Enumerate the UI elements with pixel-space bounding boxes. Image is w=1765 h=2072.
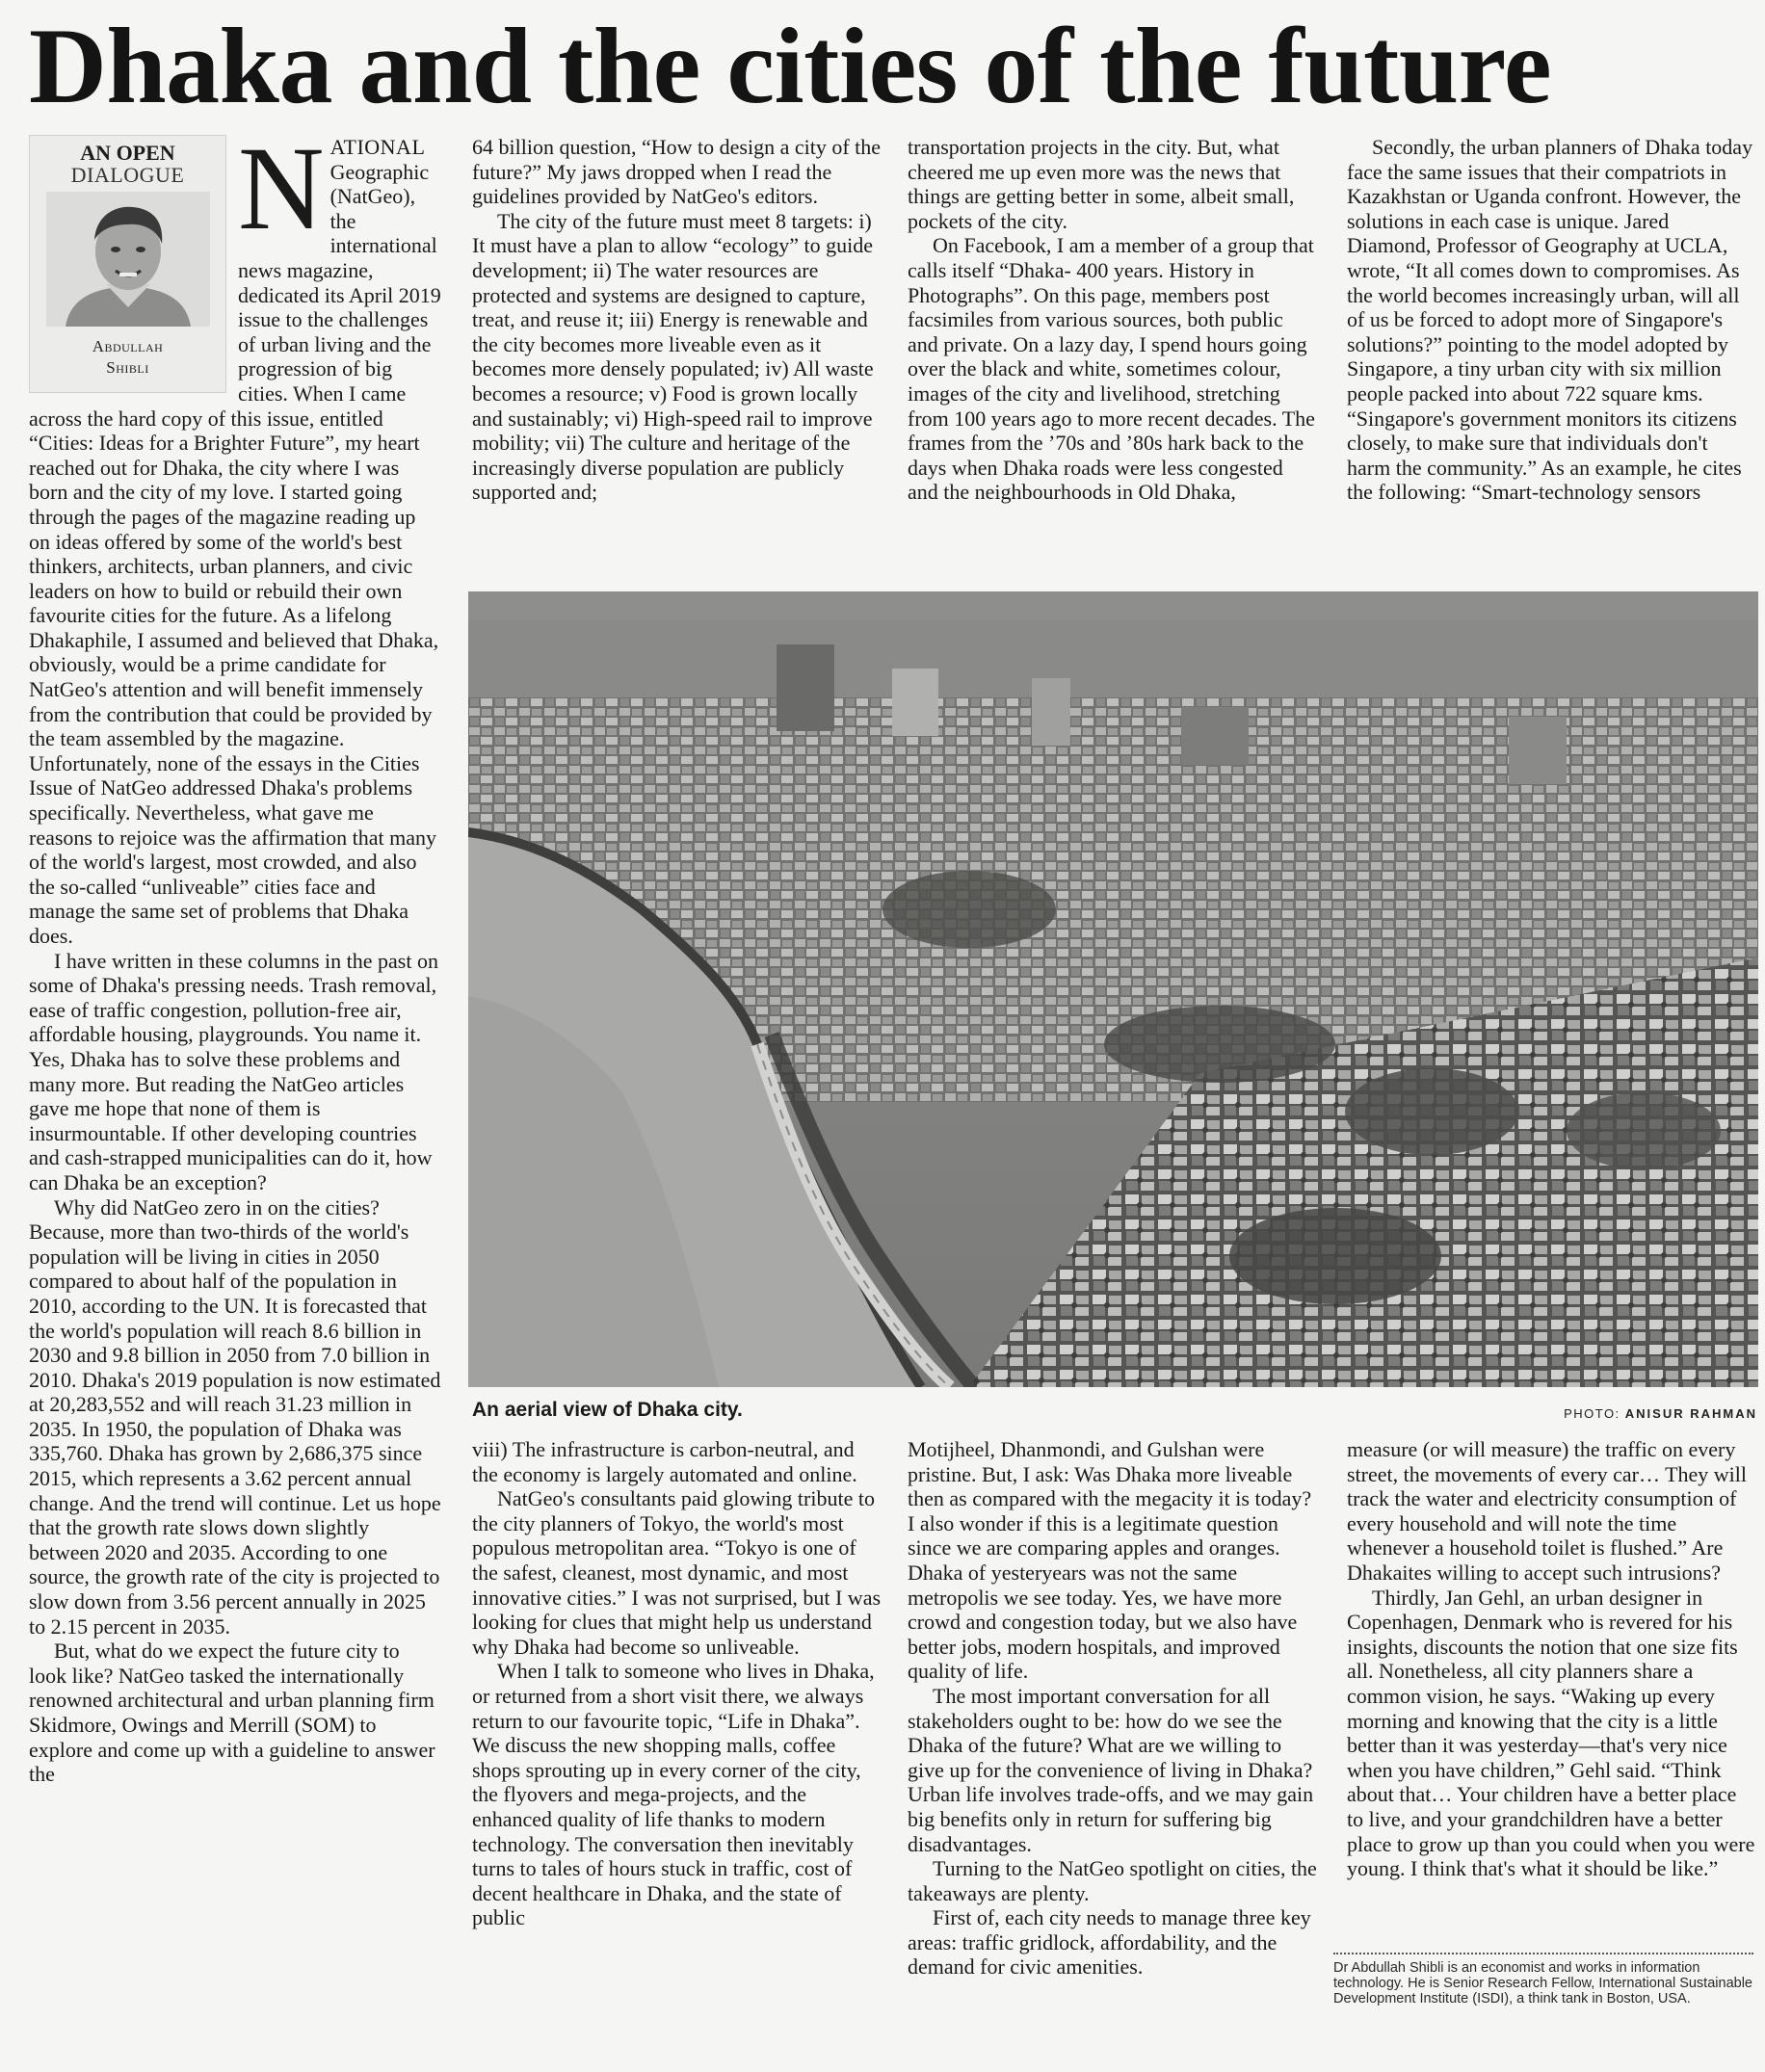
column-label-line1: AN OPEN [80, 141, 175, 165]
photo-credit-name: ANISUR RAHMAN [1624, 1406, 1757, 1421]
column-2-top [472, 135, 882, 573]
column-3-top [908, 135, 1317, 573]
paragraph: NatGeo's consultants paid glowing tribute to the city planners of Tokyo, the world's most populous metropolitan area. “Tokyo is one of the safest, cleanest, most dynamic, and most innovative cities.” I was not surprised, but I was looking for clues that might help us understand why Dhaka had become so unliveable. [472, 1486, 882, 1659]
author-name-line2: Shibli [106, 358, 149, 377]
paragraph: But, what do we expect the future city to look like? NatGeo tasked the internationally renowned architectural and urban planning firm Skidmore, Owings and Merrill (SOM) to explore and come up with a guideline to answer the [29, 1639, 435, 1787]
paragraph: I have written in these columns in the past on some of Dhaka's pressing needs. Trash removal, ease of traffic congestion, pollution-free air, affordable housing, playgrounds. You name it. Yes, Dhaka has to solve these problems and many more. But reading the NatGeo articles gave me hope that none of them is insurmountable. If other developing countries and cash-strapped municipalities can do it, how can Dhaka be an exception? [29, 948, 438, 1194]
paragraph: Why did NatGeo zero in on the cities? Because, more than two-thirds of the world's population will be living in cities in 2050 compared to about half of the population in 2010, according to the UN. It is forecasted that the world's population will reach 8.6 billion in 2030 and 9.8 billion in 2050 from 7.0 billion in 2010. Dhaka's 2019 population is now estimated at 20,283,552 and will reach 31.23 million in 2035. In 1950, the population of Dhaka was 335,760. Dhaka has grown by 2,686,375 since 2015, which represents a 3.62 percent annual change. And the trend will continue. Let us hope that the growth rate slows down slightly between 2020 and 2035. According to one source, the growth rate of the city is projected to slow down from 3.56 percent annually in 2025 to 2.15 percent in 2035. [29, 1194, 441, 1639]
drop-cap: N [238, 135, 325, 254]
column-4-bottom [1347, 1437, 1756, 1948]
paragraph: First of, each city needs to manage three key areas: traffic gridlock, affordability, and the demand for civic amenities. [908, 1905, 1311, 1980]
paragraph: The city of the future must meet 8 targets: i) It must have a plan to allow “ecology” to guide development; ii) The water resources are protected and systems are designed to capture, treat, and reuse it; iii) Energy is renewable and the city becomes more liveable even as it becomes more densely populated; iv) All waste becomes a resource; v) Food is grown locally and sustainably; vi) High-speed rail to improve mobility; vii) The culture and heritage of the increasingly diverse population are publicly supported and; [472, 208, 874, 505]
author-name [30, 336, 225, 379]
paragraph: Secondly, the urban planners of Dhaka today face the same issues that their compatriots in Kazakhstan or Uganda confront. However, the solutions in each case is unique. Jared Diamond, Professor of Geography at UCLA, wrote, “It all comes down to compromises. As the world becomes increasingly urban, will all of us be forced to adopt more of Singapore's solutions?” pointing to the model adopted by Singapore, a tiny urban city with six million people packed into about 722 square kms. “Singapore's government monitors its citizens closely, to make sure that individuals don't harm the community.” As an example, he cites the following: “Smart-technology sensors [1347, 135, 1753, 505]
paragraph: viii) The infrastructure is carbon-neutral, and the economy is largely automated and online. [472, 1437, 857, 1486]
aerial-city-illustration [468, 591, 1758, 1387]
paragraph: On Facebook, I am a member of a group that calls itself “Dhaka- 400 years. History in Photographs”. On this page, members post facsimiles from various sources, both public and private. On a lazy day, I spend hours going over the black and white, sometimes colour, images of the city and livelihood, stretching from 100 years ago to more recent decades. The frames from the ’70s and ’80s hark back to the days when Dhaka roads were less congested and the neighbourhoods in Old Dhaka, [908, 233, 1315, 505]
photo-caption: An aerial view of Dhaka city. [472, 1399, 743, 1421]
aerial-photo [468, 591, 1758, 1387]
paragraph: measure (or will measure) the traffic on every street, the movements of every car… They will track the water and electricity consumption of every household and will note the time whenever a household toilet is flushed.” Are Dhakaites willing to accept such intrusions? [1347, 1437, 1748, 1585]
lead-smallcaps: ATIONAL [329, 135, 426, 159]
column-3-bottom [908, 1437, 1317, 2068]
photo-credit-label: PHOTO: [1564, 1406, 1625, 1421]
lead-text: Geographic (NatGeo), the international news magazine, dedicated its April 2019 issue to the challenges of urban living and the progression of big cities. When I came across the hard copy of this issue, entitled “Cities: Ideas for a Brighter Future”, my heart reached out for Dhaka, the city where I was born and the city of my love. I started going through the pages of the magazine reading up on ideas offered by some of the world's best thinkers, architects, urban planners, and civic leaders on how to build or rebuild their own favourite cities for the future. As a lifelong Dhakaphile, I assumed and believed that Dhaka, obviously, would be a prime candidate for NatGeo's attention and will benefit immensely from the contribution that could be provided by the team assembled by the magazine. Unfortunately, none of the essays in the Cities Issue of NatGeo addressed Dhaka's problems specifically. Nevertheless, what gave me reasons to rejoice was the affirmation that many of the world's largest, most crowded, and also the so-called “unliveable” cities face and manage the same set of problems that Dhaka does. [29, 159, 441, 948]
paragraph: Thirdly, Jan Gehl, an urban designer in Copenhagen, Denmark who is revered for his insights, discounts the notion that one size fits all. Nonetheless, all city planners share a common vision, he says. “Waking up every morning and knowing that the city is a little better than it was yesterday—that's very nice when you have children,” Gehl said. “Think about that… Your children have a better place to live, and your grandchildren have a better place to grow up than you could when you were young. I think that's what it should be like.” [1347, 1585, 1755, 1881]
author-name-line1: Abdullah [92, 337, 164, 355]
photo-credit [1564, 1406, 1757, 1421]
column-4-top [1347, 135, 1756, 573]
paragraph: Turning to the NatGeo spotlight on cities, the takeaways are plenty. [908, 1856, 1317, 1905]
author-box [29, 135, 226, 393]
author-portrait [46, 192, 210, 327]
column-2-bottom [472, 1437, 882, 2068]
paragraph: When I talk to someone who lives in Dhaka, or returned from a short visit there, we always return to our favourite topic, “Life in Dhaka”. We discuss the new shopping malls, coffee shops sprouting up in every corner of the city, the flyovers and mega-projects, and the enhanced quality of life thanks to modern technology. The conversation then inevitably turns to tales of hours stuck in traffic, cost of decent healthcare in Dhaka, and the state of public [472, 1659, 875, 1930]
paragraph: 64 billion question, “How to design a city of the future?” My jaws dropped when I read the guidelines provided by NatGeo's editors. [472, 135, 882, 209]
paragraph: The most important conversation for all stakeholders ought to be: how do we see the Dhaka of the future? What are we willing to give up for the convenience of living in Dhaka? Urban life involves trade-offs, and we may gain big benefits only in return for suffering big disadvantages. [908, 1683, 1314, 1856]
column-1 [29, 135, 441, 2066]
author-bio: Dr Abdullah Shibli is an economist and works in information technology. He is Senior Research Fellow, International Sustainable Development Institute (ISDI), a think tank in Boston, USA. [1333, 1953, 1753, 2006]
paragraph: Motijheel, Dhanmondi, and Gulshan were pristine. But, I ask: Was Dhaka more liveable then as compared with the megacity it is today? I also wonder if this is a legitimate question since we are comparing apples and oranges. Dhaka of yesteryears was not the same metropolis we see today. Yes, we have more crowd and congestion today, but we also have better jobs, modern hospitals, and improved quality of life. [908, 1437, 1312, 1684]
column-label-line2: DIALOGUE [70, 163, 185, 187]
headline: Dhaka and the cities of the future [29, 7, 1552, 126]
paragraph: transportation projects in the city. But, what cheered me up even more was the news that things are getting better in some, albeit small, pockets of the city. [908, 135, 1295, 233]
